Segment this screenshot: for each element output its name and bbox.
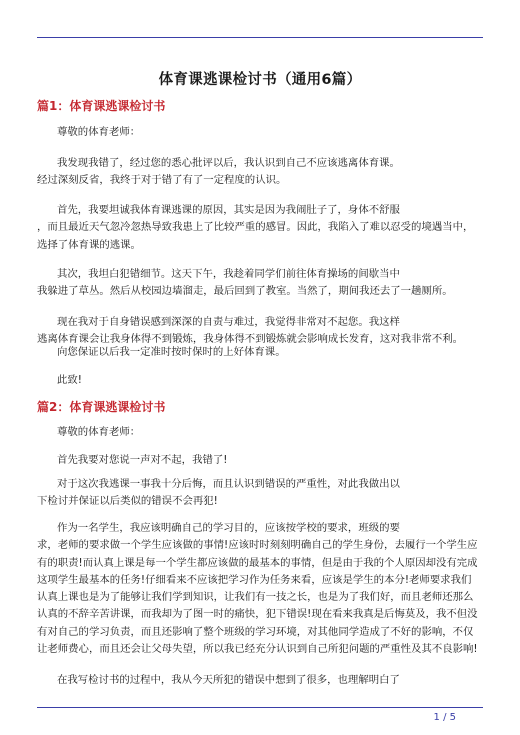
text-line: 经过深刻反省，我终于对于错了有了一定程度的认识。 — [37, 174, 287, 187]
section-1-closing: 此致! — [57, 374, 82, 386]
section-2-salutation: 尊敬的体育老师： — [57, 426, 141, 438]
text-line: 现在我对于自身错误感到深深的自责与难过，我觉得非常对不起您。我这样 — [57, 316, 400, 328]
section-2-paragraph — [37, 520, 483, 658]
text-line: 这项学生最基本的任务!仔细看来不应该把学习作为任务来看，应该是学生的本分!老师要求我们 — [37, 573, 472, 586]
section-1-paragraph: 向您保证以后我一定准时按时保时的上好体育课。 — [57, 346, 286, 358]
section-2-heading: 篇2：体育课逃课检讨书 — [37, 400, 166, 414]
top-rule — [37, 37, 483, 38]
section-1-paragraph — [37, 202, 483, 254]
text-line: 首先，我要坦诚我体育课逃课的原因，其实是因为我闹肚子了，身体不舒服 — [57, 204, 400, 216]
section-1-paragraph — [37, 266, 483, 301]
text-line: 选择了体育课的逃课。 — [37, 238, 141, 251]
text-line: 我躲进了草丛。然后从校园边墙溜走，最后回到了教室。当然了，期间我还去了一趟厕所。 — [37, 285, 453, 298]
bottom-rule — [37, 707, 483, 708]
text-line: 认真的不辞辛苦讲课，而我却为了图一时的痛快，犯下错误!现在看来我真是后悔莫及，我不但没 — [37, 608, 478, 621]
text-line: 逃离体育课会让我身体得不到锻炼，我身体得不到锻炼就会影响成长发育，这对我非常不利。 — [37, 333, 464, 346]
text-line: 我发现我错了，经过您的悉心批评以后，我认识到自己不应该逃离体育课。 — [57, 157, 400, 169]
section-1-salutation: 尊敬的体育老师： — [57, 126, 141, 138]
text-line: 对于这次我逃课一事我十分后悔，而且认识到错误的严重性，对此我做出以 — [57, 478, 400, 490]
section-2-paragraph: 首先我要对您说一声对不起，我错了! — [57, 454, 228, 466]
text-line: 作为一名学生，我应该明确自己的学习目的，应该按学校的要求，班级的要 — [57, 522, 400, 534]
text-line: ，而且最近天气忽冷忽热导致我患上了比较严重的感冒。因此，我陷入了难以忍受的境遇当中， — [37, 221, 474, 234]
text-line: 让老师费心，而且还会让父母失望，所以我已经充分认识到自己所犯问题的严重性及其不良影响! — [37, 643, 478, 656]
text-line: 求，老师的要求做一个学生应该做的事情!应该时时刻刻明确自己的学生身份，去履行一个学生应 — [37, 539, 478, 552]
text-line: 有对自己的学习负责，而且还影响了整个班级的学习环境，对其他同学造成了不好的影响，不仅 — [37, 625, 474, 638]
section-2-paragraph: 在我写检讨书的过程中，我从今天所犯的错误中想到了很多，也理解明白了 — [57, 674, 400, 686]
text-line: 下检讨并保证以后类似的错误不会再犯! — [37, 495, 218, 508]
text-line: 认真上课也是为了能够让我们学到知识，让我们有一技之长，也是为了我们好，而且老师还那么 — [37, 591, 474, 604]
section-1-heading: 篇1：体育课逃课检讨书 — [37, 99, 166, 113]
page-title: 体育课逃课检讨书（通用6篇） — [158, 72, 362, 88]
section-2-paragraph — [37, 476, 483, 511]
section-1-paragraph — [37, 155, 483, 190]
page-indicator: 1 / 5 — [433, 712, 456, 723]
text-line: 其次，我坦白犯错细节。这天下午，我趁着同学们前往体育操场的间歇当中 — [57, 268, 400, 280]
text-line: 有的职责!而认真上课是每一个学生都应该做的最基本的事情，但是由于我的个人原因却没有完成 — [37, 556, 478, 569]
